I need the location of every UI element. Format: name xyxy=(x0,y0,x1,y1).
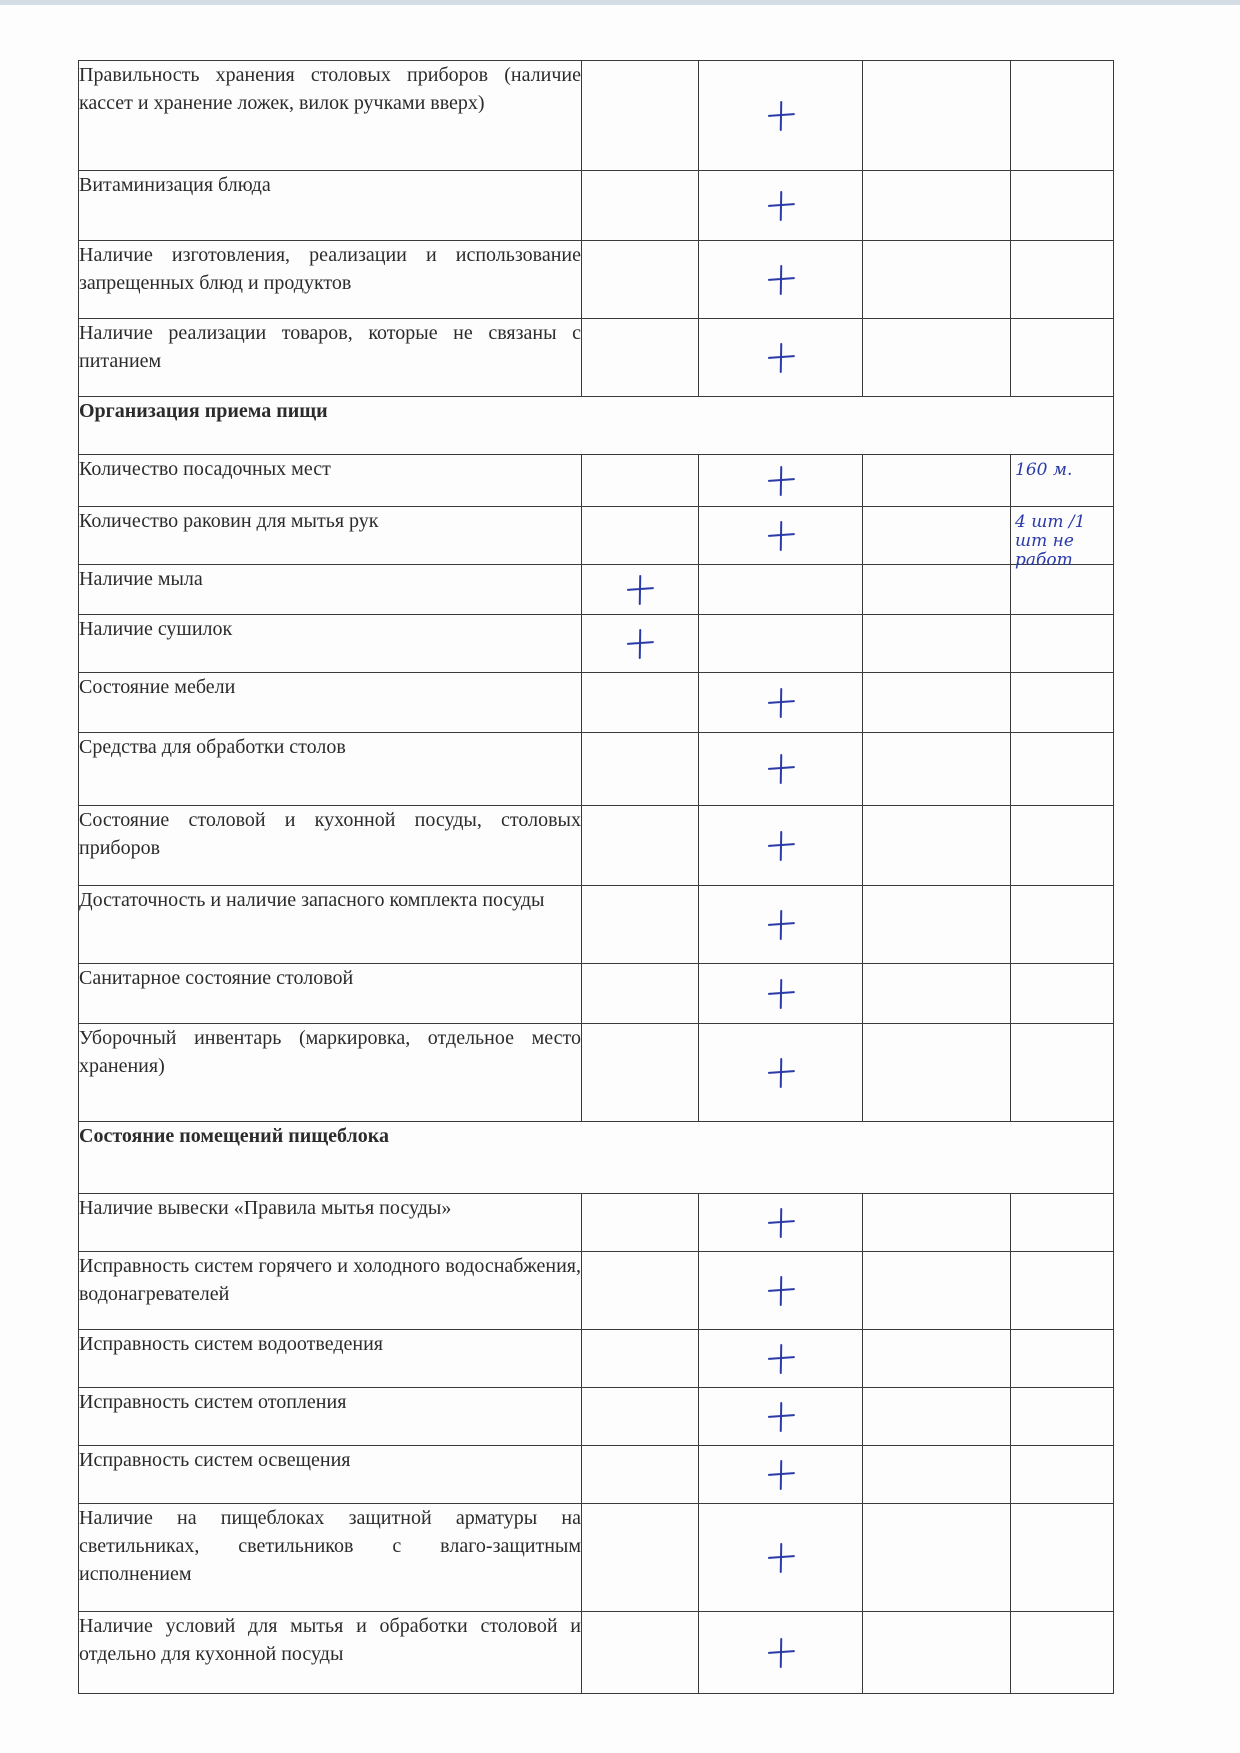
mark-cell xyxy=(582,1024,699,1122)
mark-cell xyxy=(582,615,699,673)
mark-cell xyxy=(699,615,863,673)
checklist-row xyxy=(79,455,1114,507)
criterion-text: Наличие реализации товаров, которые не связаны с питанием xyxy=(79,319,582,397)
handwritten-plus-mark xyxy=(765,1275,795,1307)
mark-cell xyxy=(699,1330,863,1388)
criterion-text: Исправность систем водоотведения xyxy=(79,1330,582,1388)
criterion-text: Витаминизация блюда xyxy=(79,171,582,241)
mark-cell xyxy=(582,241,699,319)
criterion-text: Санитарное состояние столовой xyxy=(79,964,582,1024)
mark-cell xyxy=(582,1330,699,1388)
criterion-text: Исправность систем отопления xyxy=(79,1388,582,1446)
handwritten-note: 160 м. xyxy=(1015,460,1073,480)
mark-cell xyxy=(1011,673,1114,733)
mark-cell xyxy=(699,673,863,733)
section-row xyxy=(79,1122,1114,1194)
mark-cell xyxy=(863,1446,1011,1504)
mark-cell xyxy=(863,455,1011,507)
handwritten-plus-mark xyxy=(765,264,795,296)
checklist-row xyxy=(79,964,1114,1024)
handwritten-plus-mark xyxy=(765,1343,795,1375)
mark-cell xyxy=(863,1504,1011,1612)
handwritten-plus-mark xyxy=(765,1401,795,1433)
criterion-text: Средства для обработки столов xyxy=(79,733,582,806)
mark-cell xyxy=(699,565,863,615)
section-heading: Состояние помещений пищеблока xyxy=(79,1122,1114,1194)
mark-cell xyxy=(1011,1252,1114,1330)
mark-cell xyxy=(582,1446,699,1504)
handwritten-plus-mark xyxy=(765,465,795,497)
mark-cell xyxy=(863,673,1011,733)
criterion-text: Исправность систем освещения xyxy=(79,1446,582,1504)
mark-cell xyxy=(582,455,699,507)
mark-cell xyxy=(699,1252,863,1330)
mark-cell xyxy=(1011,507,1114,570)
checklist-row xyxy=(79,1388,1114,1446)
mark-cell xyxy=(582,1252,699,1330)
criterion-text: Состояние мебели xyxy=(79,673,582,733)
checklist-row xyxy=(79,886,1114,964)
mark-cell xyxy=(582,171,699,241)
mark-cell xyxy=(699,319,863,397)
mark-cell xyxy=(1011,565,1114,615)
checklist-row xyxy=(79,615,1114,673)
criterion-text: Состояние столовой и кухонной посуды, столовых приборов xyxy=(79,806,582,886)
checklist-row xyxy=(79,806,1114,886)
mark-cell xyxy=(1011,1194,1114,1252)
handwritten-plus-mark xyxy=(765,909,795,941)
mark-cell xyxy=(699,507,863,565)
criterion-text: Количество раковин для мытья рук xyxy=(79,507,582,565)
criterion-text: Правильность хранения столовых приборов (наличие кассет и хранение ложек, вилок ручками вверх) xyxy=(79,61,582,171)
checklist-row xyxy=(79,565,1114,615)
mark-cell xyxy=(699,806,863,886)
handwritten-plus-mark xyxy=(765,753,795,785)
mark-cell xyxy=(1011,1612,1114,1694)
handwritten-plus-mark xyxy=(765,1637,795,1669)
mark-cell xyxy=(1011,733,1114,806)
section-row xyxy=(79,397,1114,455)
mark-cell xyxy=(699,964,863,1024)
criterion-text: Наличие мыла xyxy=(79,565,582,615)
mark-cell xyxy=(863,1194,1011,1252)
handwritten-plus-mark xyxy=(765,687,795,719)
checklist-row xyxy=(79,1024,1114,1122)
handwritten-plus-mark xyxy=(765,1459,795,1491)
mark-cell xyxy=(582,319,699,397)
mark-cell xyxy=(582,1612,699,1694)
mark-cell xyxy=(1011,1504,1114,1612)
handwritten-plus-mark xyxy=(765,1542,795,1574)
checklist-row xyxy=(79,1612,1114,1694)
mark-cell xyxy=(699,241,863,319)
checklist-row xyxy=(79,1446,1114,1504)
criterion-text: Наличие сушилок xyxy=(79,615,582,673)
mark-cell xyxy=(863,806,1011,886)
handwritten-plus-mark xyxy=(765,190,795,222)
mark-cell xyxy=(1011,171,1114,241)
checklist-row xyxy=(79,1330,1114,1388)
checklist-row xyxy=(79,673,1114,733)
checklist-row xyxy=(79,1252,1114,1330)
mark-cell xyxy=(699,886,863,964)
handwritten-plus-mark xyxy=(765,1207,795,1239)
mark-cell xyxy=(863,241,1011,319)
mark-cell xyxy=(863,615,1011,673)
criterion-text: Наличие условий для мытья и обработки столовой и отдельно для кухонной посуды xyxy=(79,1612,582,1694)
mark-cell xyxy=(582,964,699,1024)
mark-cell xyxy=(863,1330,1011,1388)
mark-cell xyxy=(582,565,699,615)
mark-cell xyxy=(582,806,699,886)
mark-cell xyxy=(699,171,863,241)
mark-cell xyxy=(582,1194,699,1252)
mark-cell xyxy=(582,886,699,964)
mark-cell xyxy=(863,964,1011,1024)
mark-cell xyxy=(1011,615,1114,673)
criterion-text: Количество посадочных мест xyxy=(79,455,582,507)
mark-cell xyxy=(1011,964,1114,1024)
handwritten-plus-mark xyxy=(765,978,795,1010)
handwritten-plus-mark xyxy=(765,520,795,552)
checklist-row xyxy=(79,1504,1114,1612)
mark-cell xyxy=(1011,886,1114,964)
checklist-row xyxy=(79,171,1114,241)
mark-cell xyxy=(863,1388,1011,1446)
inspection-checklist-table xyxy=(78,60,1114,1694)
mark-cell xyxy=(699,1446,863,1504)
checklist-row xyxy=(79,61,1114,171)
mark-cell xyxy=(699,455,863,507)
mark-cell xyxy=(863,61,1011,171)
handwritten-plus-mark xyxy=(625,574,655,606)
handwritten-plus-mark xyxy=(765,342,795,374)
mark-cell xyxy=(699,1504,863,1612)
checklist-row xyxy=(79,507,1114,565)
criterion-text: Уборочный инвентарь (маркировка, отдельное место хранения) xyxy=(79,1024,582,1122)
checklist-row xyxy=(79,1194,1114,1252)
mark-cell xyxy=(863,171,1011,241)
mark-cell xyxy=(699,61,863,171)
mark-cell xyxy=(863,1252,1011,1330)
mark-cell xyxy=(863,1024,1011,1122)
handwritten-plus-mark xyxy=(765,1057,795,1089)
mark-cell xyxy=(1011,61,1114,171)
handwritten-plus-mark xyxy=(765,100,795,132)
section-heading: Организация приема пищи xyxy=(79,397,1114,455)
handwritten-note: 4 шт /1 шт не работ xyxy=(1015,512,1086,570)
mark-cell xyxy=(1011,455,1114,507)
mark-cell xyxy=(699,1612,863,1694)
mark-cell xyxy=(1011,1330,1114,1388)
mark-cell xyxy=(699,1194,863,1252)
handwritten-plus-mark xyxy=(765,830,795,862)
mark-cell xyxy=(582,61,699,171)
criterion-text: Наличие вывески «Правила мытья посуды» xyxy=(79,1194,582,1252)
checklist-row xyxy=(79,319,1114,397)
checklist-row xyxy=(79,733,1114,806)
mark-cell xyxy=(1011,319,1114,397)
scan-edge xyxy=(0,0,1240,5)
mark-cell xyxy=(699,733,863,806)
mark-cell xyxy=(1011,1446,1114,1504)
mark-cell xyxy=(1011,241,1114,319)
mark-cell xyxy=(863,886,1011,964)
mark-cell xyxy=(863,507,1011,565)
criterion-text: Исправность систем горячего и холодного водоснабжения, водонагревателей xyxy=(79,1252,582,1330)
mark-cell xyxy=(863,319,1011,397)
checklist-row xyxy=(79,241,1114,319)
checklist-rows xyxy=(79,61,1114,1694)
criterion-text: Достаточность и наличие запасного комплекта посуды xyxy=(79,886,582,964)
mark-cell xyxy=(582,1388,699,1446)
mark-cell xyxy=(1011,806,1114,886)
mark-cell xyxy=(582,673,699,733)
mark-cell xyxy=(582,733,699,806)
mark-cell xyxy=(863,733,1011,806)
criterion-text: Наличие изготовления, реализации и использование запрещенных блюд и продуктов xyxy=(79,241,582,319)
mark-cell xyxy=(1011,1388,1114,1446)
criterion-text: Наличие на пищеблоках защитной арматуры на светильниках, светильников с влаго-защитным исполнением xyxy=(79,1504,582,1612)
mark-cell xyxy=(582,507,699,565)
mark-cell xyxy=(863,1612,1011,1694)
mark-cell xyxy=(582,1504,699,1612)
handwritten-plus-mark xyxy=(625,628,655,660)
mark-cell xyxy=(699,1024,863,1122)
mark-cell xyxy=(1011,1024,1114,1122)
mark-cell xyxy=(699,1388,863,1446)
mark-cell xyxy=(863,565,1011,615)
